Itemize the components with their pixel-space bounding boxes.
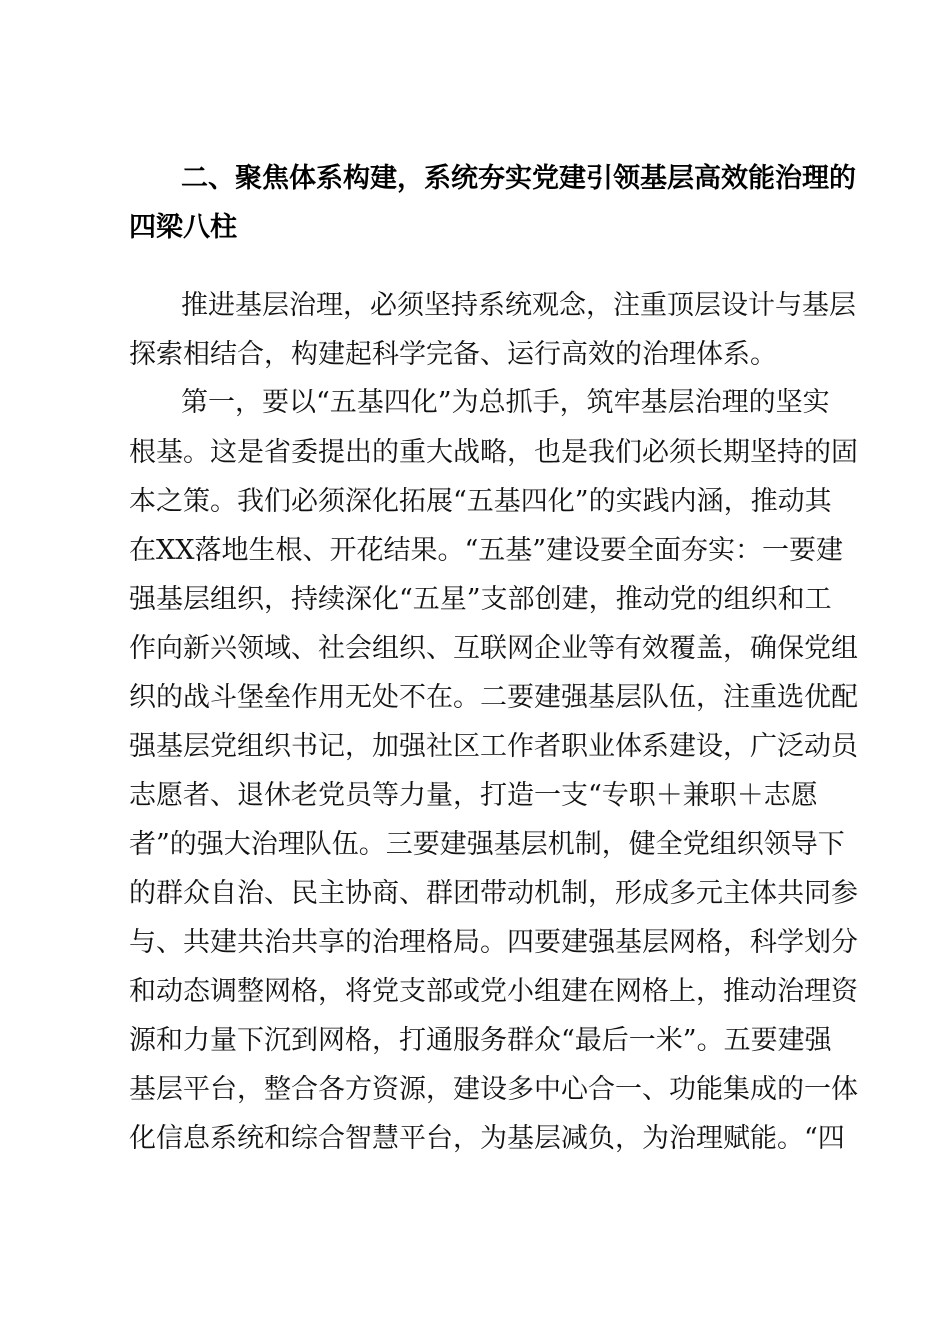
paragraph-2-line-15: 基层平台，整合各方资源，建设多中心合一、功能集成的一体 bbox=[129, 1074, 858, 1105]
paragraph-2-line-16: 化信息系统和综合智慧平台，为基层减负，为治理赋能。“四 bbox=[129, 1123, 845, 1154]
section-heading-line-2: 四梁八柱 bbox=[129, 212, 237, 243]
paragraph-2-line-8: 强基层党组织书记，加强社区工作者职业体系建设，广泛动员 bbox=[129, 731, 858, 762]
paragraph-2-line-1: 第一，要以“五基四化”为总抓手，筑牢基层治理的坚实 bbox=[181, 387, 830, 418]
paragraph-1-line-2: 探索相结合，构建起科学完备、运行高效的治理体系。 bbox=[129, 339, 777, 370]
section-heading-line-1: 二、聚焦体系构建，系统夯实党建引领基层高效能治理的 bbox=[181, 163, 856, 194]
paragraph-2-line-2: 根基。这是省委提出的重大战略，也是我们必须长期坚持的固 bbox=[129, 437, 858, 468]
paragraph-2-line-13: 和动态调整网格，将党支部或党小组建在网格上，推动治理资 bbox=[129, 976, 858, 1007]
paragraph-2-line-3: 本之策。我们必须深化拓展“五基四化”的实践内涵，推动其 bbox=[129, 486, 832, 517]
paragraph-2-line-6: 作向新兴领域、社会组织、互联网企业等有效覆盖，确保党组 bbox=[129, 633, 858, 664]
paragraph-2-line-10: 者”的强大治理队伍。三要建强基层机制，健全党组织领导下 bbox=[129, 829, 845, 860]
paragraph-2-line-14: 源和力量下沉到网格，打通服务群众“最后一米”。五要建强 bbox=[129, 1025, 832, 1056]
paragraph-2-line-4: 在XX落地生根、开花结果。“五基”建设要全面夯实：一要建 bbox=[129, 535, 844, 566]
paragraph-2-line-11: 的群众自治、民主协商、群团带动机制，形成多元主体共同参 bbox=[129, 878, 858, 909]
paragraph-2-line-5: 强基层组织，持续深化“五星”支部创建，推动党的组织和工 bbox=[129, 584, 832, 615]
paragraph-2-line-9: 志愿者、退休老党员等力量，打造一支“专职＋兼职＋志愿 bbox=[129, 780, 818, 811]
paragraph-2-line-7: 织的战斗堡垒作用无处不在。二要建强基层队伍，注重选优配 bbox=[129, 682, 858, 713]
paragraph-2-line-12: 与、共建共治共享的治理格局。四要建强基层网格，科学划分 bbox=[129, 927, 858, 958]
paragraph-1-line-1: 推进基层治理，必须坚持系统观念，注重顶层设计与基层 bbox=[181, 290, 856, 321]
